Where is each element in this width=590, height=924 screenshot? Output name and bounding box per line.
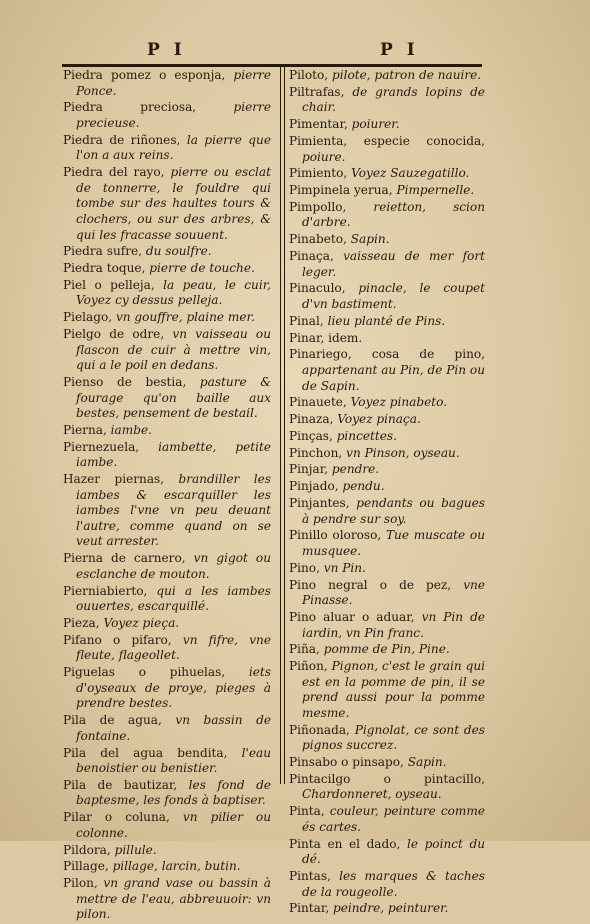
french-definition: iambe.	[110, 422, 152, 437]
headword: Pierna de carnero,	[63, 551, 186, 566]
dictionary-entry	[289, 395, 485, 411]
headword: Pieza,	[63, 616, 100, 630]
running-header	[62, 40, 482, 66]
headword: Piltrafas,	[289, 84, 345, 99]
headword: Pila del agua bendita,	[63, 745, 228, 760]
french-definition: appartenant au Pin, de Pin ou de Sapin.	[302, 362, 485, 393]
headword: Piña,	[289, 642, 320, 657]
dictionary-entry	[63, 859, 271, 875]
headword: Pimpollo,	[289, 199, 347, 214]
dictionary-entry	[63, 68, 271, 99]
headword: Pinaculo,	[289, 281, 346, 296]
headword: Pinta en el dado,	[289, 836, 401, 851]
french-definition: vne Pinasse.	[302, 577, 485, 608]
headword: Piloto,	[289, 68, 329, 82]
dictionary-entry	[289, 755, 485, 771]
french-definition: du soulfre.	[145, 244, 212, 259]
dictionary-entry	[63, 423, 271, 439]
dictionary-entry	[63, 551, 271, 582]
french-definition: pendu.	[342, 479, 385, 494]
french-definition: pomme de Pin, Pine.	[323, 642, 450, 657]
headword: Pimpinela yerua,	[289, 183, 393, 198]
dictionary-entry	[289, 281, 485, 312]
headword: Pinças,	[289, 428, 333, 443]
french-definition: pendre.	[331, 462, 380, 477]
headword: Pinaza,	[289, 412, 334, 427]
dictionary-entry	[63, 472, 271, 550]
headword: Piedra de riñones,	[63, 132, 181, 147]
dictionary-entry	[289, 446, 485, 462]
headword: Piñonada,	[289, 722, 350, 737]
french-definition: le poinct du dé.	[302, 836, 485, 867]
headword: Pierna,	[63, 422, 107, 437]
dictionary-entry	[63, 278, 271, 309]
dictionary-entry	[63, 665, 271, 712]
headword: Pinchon,	[289, 445, 343, 460]
french-definition: vn gigot ou esclanche de mouton.	[76, 551, 271, 581]
dictionary-entry	[289, 772, 485, 803]
dictionary-entry	[63, 375, 271, 422]
dictionary-entry	[289, 804, 485, 835]
french-definition: vn vaisseau ou flascon de cuir à mettre vin, qui a le poil en dedans.	[76, 327, 271, 373]
french-definition: vn grand vase ou bassin à mettre de l'eau, abbreuuoir: vn pilon.	[76, 876, 271, 922]
column-divider	[284, 66, 285, 784]
french-definition: poiurer.	[351, 117, 400, 132]
headword: Pinjar,	[289, 462, 329, 477]
french-definition: pierre de touche.	[149, 261, 255, 276]
headword: Pimienta, especie conocida,	[289, 133, 485, 148]
dictionary-entry	[289, 134, 485, 165]
headword: Pienso de bestia,	[63, 374, 187, 389]
french-definition: couleur, peinture comme és cartes.	[302, 804, 485, 834]
french-definition: vn Pinson, oyseau.	[346, 445, 460, 460]
headword: Pintar,	[289, 901, 330, 916]
headword: Piernezuela,	[63, 439, 140, 454]
dictionary-entry	[63, 616, 271, 632]
headword: Pimiento,	[289, 166, 348, 181]
headword: Pino,	[289, 560, 320, 575]
french-definition: l'eau benoistier ou benistier.	[76, 745, 271, 776]
dictionary-entry	[289, 479, 485, 495]
dictionary-entry	[289, 901, 485, 917]
french-definition: de grands lopins de chair.	[302, 84, 485, 115]
french-definition: Voyez Sauzegatillo.	[351, 166, 470, 181]
dictionary-entry	[63, 261, 271, 277]
headword: Pinabeto,	[289, 232, 347, 247]
headword: Pinar, idem.	[289, 330, 363, 345]
headword: Piñon,	[289, 659, 328, 674]
headword: Pino negral o de pez,	[289, 577, 452, 592]
french-definition: vn Pin.	[323, 560, 366, 575]
french-definition: pilote, patron de nauire.	[332, 68, 482, 82]
french-definition: lieu planté de Pins.	[327, 313, 446, 328]
headword: Piedra pomez o esponja,	[63, 68, 226, 82]
headword: Pila de bautizar,	[63, 777, 178, 792]
french-definition: poiure.	[302, 149, 346, 164]
dictionary-entry	[289, 232, 485, 248]
headword: Pinaça,	[289, 249, 334, 264]
dictionary-entry	[63, 584, 271, 615]
dictionary-entry	[63, 244, 271, 260]
dictionary-entry	[289, 331, 485, 347]
french-definition: Pimpernelle.	[396, 183, 475, 198]
french-definition: vn bassin de fontaine.	[76, 713, 271, 743]
dictionary-entry	[63, 133, 271, 164]
french-definition: vn pilier ou colonne.	[76, 810, 271, 840]
french-definition: pinacle, le coupet d'vn bastiment.	[302, 281, 485, 311]
french-definition: Sapin.	[407, 755, 447, 769]
french-definition: la pierre que l'on a aux reins.	[76, 132, 271, 163]
dictionary-entry	[63, 310, 271, 326]
french-definition: iets d'oyseaux de proye, pieges à prendre bestes.	[76, 665, 271, 711]
headword: Pinariego, cosa de pino,	[289, 347, 485, 362]
french-definition: pillule.	[114, 842, 157, 857]
dictionary-entry	[63, 778, 271, 809]
headword: Pintacilgo o pintacillo,	[289, 771, 485, 786]
dictionary-entry	[289, 200, 485, 231]
dictionary-entry	[289, 68, 485, 84]
french-definition: pierre Ponce.	[76, 68, 271, 98]
french-definition: Voyez pinabeto.	[350, 395, 448, 410]
dictionary-entry	[289, 314, 485, 330]
dictionary-entry	[289, 347, 485, 394]
dictionary-entry	[289, 462, 485, 478]
french-definition: pincettes.	[336, 428, 397, 443]
headword: Piedra sufre,	[63, 244, 142, 259]
dictionary-entry	[63, 713, 271, 744]
french-definition: brandiller les iambes & escarquiller les iambes l'vne vn peu deuant l'autre, comme quand on se veut arrester.	[76, 472, 271, 549]
french-definition: Pignolat, ce sont des pignos succrez.	[302, 722, 485, 753]
french-definition: pendants ou bagues à pendre sur soy.	[302, 496, 485, 526]
dictionary-entry	[289, 528, 485, 559]
french-definition: peindre, peinturer.	[333, 901, 449, 916]
headword: Piedra toque,	[63, 261, 146, 276]
header-left: P I	[147, 40, 186, 60]
headword: Pinauete,	[289, 395, 347, 410]
header-right: P I	[380, 40, 419, 60]
dictionary-entry	[289, 659, 485, 721]
french-definition: vn fifre, vne fleute, flageollet.	[76, 632, 271, 663]
french-definition: les fond de baptesme, les fonds à baptiser.	[76, 777, 271, 808]
dictionary-entry	[289, 166, 485, 182]
right-column	[289, 68, 485, 918]
headword: Pilon,	[63, 876, 98, 891]
french-definition: Voyez pinaça.	[337, 412, 421, 427]
headword: Pino aluar o aduar,	[289, 609, 415, 624]
header-rule	[62, 64, 482, 67]
headword: Piedra del rayo,	[63, 165, 165, 180]
dictionary-entry	[289, 561, 485, 577]
headword: Pielago,	[63, 310, 113, 325]
french-definition: vn gouffre, plaine mer.	[115, 310, 255, 325]
dictionary-entry	[289, 610, 485, 641]
headword: Pila de agua,	[63, 713, 162, 728]
headword: Pinta,	[289, 804, 325, 819]
dictionary-entry	[289, 578, 485, 609]
dictionary-entry	[63, 327, 271, 374]
dictionary-entry	[63, 633, 271, 664]
french-definition: pillage, larcin, butin.	[112, 859, 241, 874]
french-definition: les marques & taches de la rougeolle.	[302, 868, 485, 899]
dictionary-entry	[289, 183, 485, 199]
dictionary-entry	[289, 249, 485, 280]
headword: Pinillo oloroso,	[289, 528, 382, 543]
dictionary-entry	[63, 165, 271, 243]
dictionary-entry	[63, 810, 271, 841]
dictionary-entry	[63, 876, 271, 923]
headword: Pilar o coluna,	[63, 810, 170, 825]
dictionary-entry	[289, 429, 485, 445]
french-definition: pasture & fourage qu'on baille aux bestes, pensement de bestail.	[76, 374, 271, 421]
dictionary-entry	[63, 843, 271, 859]
dictionary-entry	[289, 869, 485, 900]
french-definition: Tue muscate ou musquee.	[302, 528, 485, 558]
dictionary-entry	[289, 85, 485, 116]
french-definition: vaisseau de mer fort leger.	[302, 249, 485, 279]
headword: Pildora,	[63, 842, 111, 857]
french-definition: Voyez pieça.	[103, 616, 180, 630]
dictionary-entry	[289, 412, 485, 428]
dictionary-entry	[289, 837, 485, 868]
headword: Pinal,	[289, 313, 324, 328]
french-definition: vn Pin de iardin, vn Pin franc.	[302, 609, 485, 640]
dictionary-entry	[63, 100, 271, 131]
dictionary-entry	[289, 496, 485, 527]
headword: Piel o pelleja,	[63, 277, 155, 292]
dictionary-entry	[289, 642, 485, 658]
french-definition: reietton, scion d'arbre.	[302, 199, 485, 230]
headword: Pinjantes,	[289, 496, 350, 510]
french-definition: Chardonneret, oyseau.	[302, 787, 442, 802]
french-definition: pierre precieuse.	[76, 100, 271, 130]
dictionary-entry	[289, 117, 485, 133]
french-definition: Pignon, c'est le grain qui est en la pomme de pin, il se prend aussi pour la pomme mesme.	[302, 659, 485, 720]
headword: Pinjado,	[289, 479, 339, 494]
french-definition: qui a les iambes ouuertes, escarquillé.	[76, 583, 271, 614]
dictionary-entry	[63, 440, 271, 471]
column-divider	[280, 66, 281, 784]
french-definition: la peau, le cuir, Voyez cy dessus pelleja.	[76, 277, 271, 308]
headword: Pifano o pifaro,	[63, 632, 172, 647]
french-definition: iambette, petite iambe.	[76, 439, 271, 470]
french-definition: pierre ou esclat de tonnerre, le fouldre qui tombe sur des haultes tours & clochers, ou sur des arbres, & qui les fracasse souuent.	[76, 165, 271, 242]
dictionary-entry	[63, 746, 271, 777]
headword: Pinsabo o pinsapo,	[289, 755, 404, 769]
french-definition: Sapin.	[350, 232, 390, 247]
headword: Pierniabierto,	[63, 583, 148, 598]
headword: Pintas,	[289, 868, 331, 883]
headword: Piedra preciosa,	[63, 100, 197, 115]
headword: Pimentar,	[289, 117, 348, 132]
headword: Pillage,	[63, 859, 109, 874]
headword: Hazer piernas,	[63, 472, 165, 487]
left-column	[63, 68, 271, 924]
headword: Piguelas o pihuelas,	[63, 665, 226, 680]
dictionary-entry	[289, 723, 485, 754]
headword: Pielgo de odre,	[63, 327, 165, 341]
